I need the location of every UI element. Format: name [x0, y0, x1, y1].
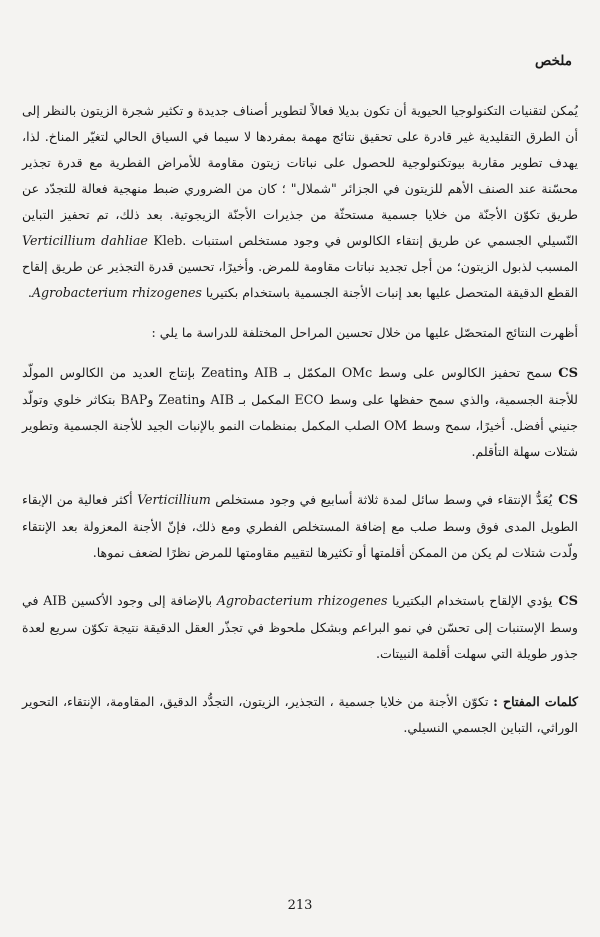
result-bullet-2-text-b: أكثر فعالية من الإبقاء الطويل المدى فوق وسط صلب مع إضافة المستخلص الفطري ومع ذلك، فإنّ الأجنة المعزولة بعد الإنتقاء ولّدت شتلات لم يكن من الممكن أقلمتها أو تكثيرها لتقييم مقاومتها للمرض نظرًا لضعف نموها. — [22, 492, 578, 560]
page-number: 213 — [287, 898, 313, 913]
abstract-text-part2: المسبب لذبول الزيتون؛ من أجل تجديد نباتات مقاومة للمرض. وأخيرًا، تحسين قدرة التجذير عن طريق إلقاح القطع الدقيقة المتحصل عليها بعد إنبات الأجنة الجسمية باستخدام بكتيريا — [22, 259, 578, 300]
keywords-label: كلمات المفتاح : — [493, 694, 578, 709]
result-bullet-2 — [22, 487, 578, 566]
species-name-verticillium-dahliae: Verticillium dahliae — [22, 233, 148, 248]
result-bullet-2-text-a: يُعَدُّ الإنتقاء في وسط سائل لمدة ثلاثة أسابيع في وجود مستخلص — [215, 492, 553, 507]
species-name-agrobacterium: Agrobacterium rhizogenes — [31, 285, 202, 300]
abstract-period: . — [27, 285, 32, 300]
keywords-paragraph — [22, 689, 578, 741]
bullet-ornament-icon: CS — [558, 493, 578, 508]
bullet-ornament-icon: CS — [558, 366, 578, 381]
result-bullet-1-text: سمح تحفيز الكالوس على وسط OMc المكمّل بـ AIB وZeatin بإنتاج العديد من الكالوس المولّد للأجنة الجسمية، والذي سمح حفظها على وسط ECO المكمل بـ AIB وZeatin وBAP بتكاثر خلوي وتولّد جنيني أفضل. أخيرًا، سمح وسط OM الصلب المكمل بمنظمات النمو بالإنبات الجيد للأجنة الجسمية وتطوير شتلات سهلة التأقلم. — [22, 365, 579, 459]
species-author: Kleb. — [153, 233, 187, 248]
abstract-paragraph — [22, 98, 578, 306]
result-bullet-3-text-a: يؤدي الإلقاح باستخدام البكتيريا — [392, 593, 553, 608]
result-bullet-3-text-b: بالإضافة إلى وجود الأكسين AIB في وسط الإستنبات إلى تحسّن في نمو البراعم وبشكل ملحوظ في تجذّر العقل الدقيقة نتيجة تكوّن سريع لعدة جذور طويلة التي سهلت أقلمة النبيتات. — [22, 593, 578, 661]
abstract-text-block — [22, 48, 578, 755]
abstract-text-part1: يُمكن لتقنيات التكنولوجيا الحيوية أن تكون بديلا فعالاً لتطوير أصناف جديدة و تكثير شجرة الزيتون بالنظر إلى أن الطرق التقليدية غير قادرة على تحقيق نتائج مهمة بمفردها لا سيما في السياق الحالي لتغيّر المناخ. لذا، يهدف تطوير مقاربة بيوتكنولوجية للحصول على نباتات زيتون مقاومة للأمراض الفطرية مع قدرة تجذير محسّنة عند الصنف الأهم للزيتون في الجزائر "شملال" ؛ كان من الضروري ضبط منهجية فعالة للتجدّد عن طريق تكوّن الأجنّة من خلايا جسمية مستحثّة من جذيرات الأجنّة الزيجوتية. بعد ذلك، تم تحفيز التباين النّسيلي الجسمي عن طريق إنتقاء الكالوس في وجود مستخلص استنبات — [22, 103, 579, 248]
bullet-ornament-icon: CS — [558, 594, 578, 609]
result-bullet-1 — [22, 360, 578, 465]
species-name-verticillium: Verticillium — [137, 492, 211, 507]
results-intro: أظهرت النتائج المتحصّل عليها من خلال تحسين المراحل المختلفة للدراسة ما يلي : — [151, 325, 578, 340]
abstract-heading: ملخص — [535, 53, 572, 69]
result-bullet-3 — [22, 588, 578, 667]
keywords-text: تكوّن الأجنة من خلايا جسمية ، التجذير، الزيتون، التجدُّد الدقيق، المقاومة، الإنتقاء، التحوير الوراثي، التباين الجسمي النسيلي. — [22, 694, 578, 735]
species-name-agrobacterium-rhizogenes: Agrobacterium rhizogenes — [216, 593, 388, 608]
